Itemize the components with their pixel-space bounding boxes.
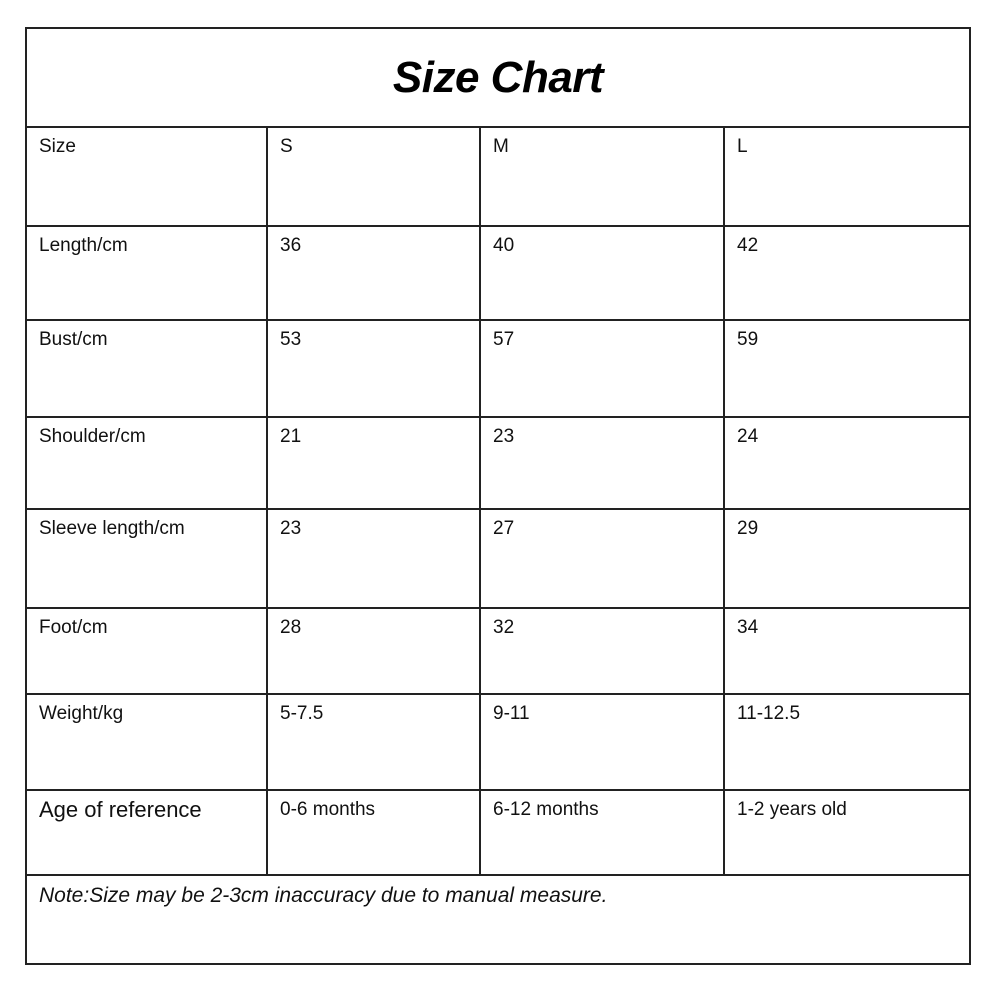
table-header-cell: Size [27,128,267,226]
table-row [27,694,969,790]
table-row [27,509,969,608]
table-cell: 40 [480,226,724,320]
table-cell: 23 [267,509,480,608]
table-row-label: Age of reference [27,790,267,875]
table-cell: 0-6 months [267,790,480,875]
table-cell: 24 [724,417,969,509]
table-header-row [27,128,969,226]
table-cell: 6-12 months [480,790,724,875]
table-cell: 34 [724,608,969,694]
table-header-cell: S [267,128,480,226]
table-cell: 27 [480,509,724,608]
table-cell: 42 [724,226,969,320]
table-cell: 5-7.5 [267,694,480,790]
table-header-cell: M [480,128,724,226]
table-row [27,320,969,417]
table-cell: 11-12.5 [724,694,969,790]
size-table [27,128,969,876]
table-cell: 57 [480,320,724,417]
table-cell: 53 [267,320,480,417]
table-row-label: Weight/kg [27,694,267,790]
table-cell: 1-2 years old [724,790,969,875]
table-cell: 21 [267,417,480,509]
table-row [27,608,969,694]
table-row-label: Foot/cm [27,608,267,694]
table-row-label: Shoulder/cm [27,417,267,509]
size-chart-sheet [25,27,971,965]
table-row [27,226,969,320]
page-title: Size Chart [392,52,604,102]
table-cell: 29 [724,509,969,608]
table-row-label: Bust/cm [27,320,267,417]
table-row-label: Length/cm [27,226,267,320]
table-cell: 36 [267,226,480,320]
table-header-cell: L [724,128,969,226]
table-cell: 59 [724,320,969,417]
table-cell: 32 [480,608,724,694]
title-row [27,29,969,128]
note-text: Note:Size may be 2-3cm inaccuracy due to manual measure. [39,884,608,907]
table-row-label: Sleeve length/cm [27,509,267,608]
table-row [27,790,969,875]
table-cell: 9-11 [480,694,724,790]
table-cell: 23 [480,417,724,509]
table-row [27,417,969,509]
table-cell: 28 [267,608,480,694]
